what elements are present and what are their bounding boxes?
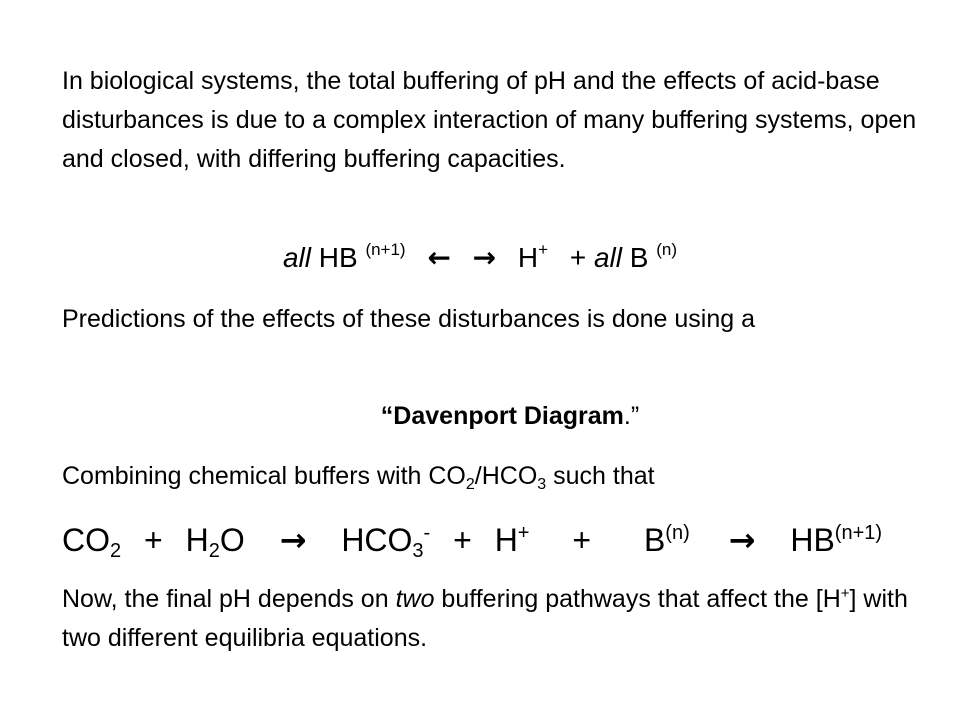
plus-sign-1: + (144, 522, 163, 558)
hco3-subscript: 3 (537, 476, 547, 493)
combining-text-mid: /HCO (474, 462, 538, 490)
h-charge: + (538, 240, 549, 259)
davenport-label: Davenport Diagram (393, 402, 624, 430)
intro-paragraph: In biological systems, the total buffering of pH and the effects of acid-base disturbances is due to a complex interaction of many buffering systems, open and closed, with differing buffering capacities. (62, 67, 917, 173)
b-term: B (629, 242, 649, 273)
combining-text-start: Combining chemical buffers with CO (62, 462, 466, 490)
h-term: H (517, 242, 539, 273)
co2-term: $CO_2$ (62, 522, 122, 562)
hco3-term: $HCO_3^-$ (341, 522, 431, 562)
all-label-right: all (593, 242, 622, 273)
co2-subscript: 2 (465, 476, 475, 493)
final-text-start: Now, the final pH depends on (62, 585, 396, 613)
combining-text-end: such that (546, 462, 655, 490)
hb-term: $HB^{(n+1)}$ (790, 522, 883, 558)
b-charge: (n) (656, 240, 678, 259)
right-arrow-icon: → (279, 521, 307, 559)
all-label-left: all (282, 242, 311, 273)
hb-term: HB (318, 242, 358, 273)
final-text-mid: buffering pathways that affect the [H (434, 585, 841, 613)
combined-buffer-equation (62, 515, 882, 565)
close-quote: .” (623, 402, 640, 430)
h-ion-superscript: + (840, 585, 850, 602)
combining-paragraph (62, 457, 922, 496)
b-term: $B^{(n)}$ (643, 522, 690, 558)
plus-sign: + (569, 242, 587, 273)
final-text-end: ] with two different equilibria equations. (62, 585, 908, 652)
h2o-term: $H_2O$ (185, 522, 245, 562)
open-quote: “ (380, 402, 394, 430)
right-arrow-icon: → (472, 241, 497, 274)
final-paragraph (62, 580, 922, 658)
h-ion-term: H+ (494, 522, 530, 558)
general-buffer-equation (0, 238, 960, 278)
plus-sign-3: + (572, 522, 592, 558)
davenport-title (0, 397, 960, 436)
prediction-paragraph: Predictions of the effects of these disturbances is done using a (62, 305, 756, 333)
plus-sign-2: + (453, 522, 472, 558)
emphasis-two: two (395, 585, 435, 613)
left-arrow-icon: ← (427, 241, 451, 274)
right-arrow-icon: → (728, 521, 756, 559)
hb-charge: (n+1) (365, 240, 406, 259)
